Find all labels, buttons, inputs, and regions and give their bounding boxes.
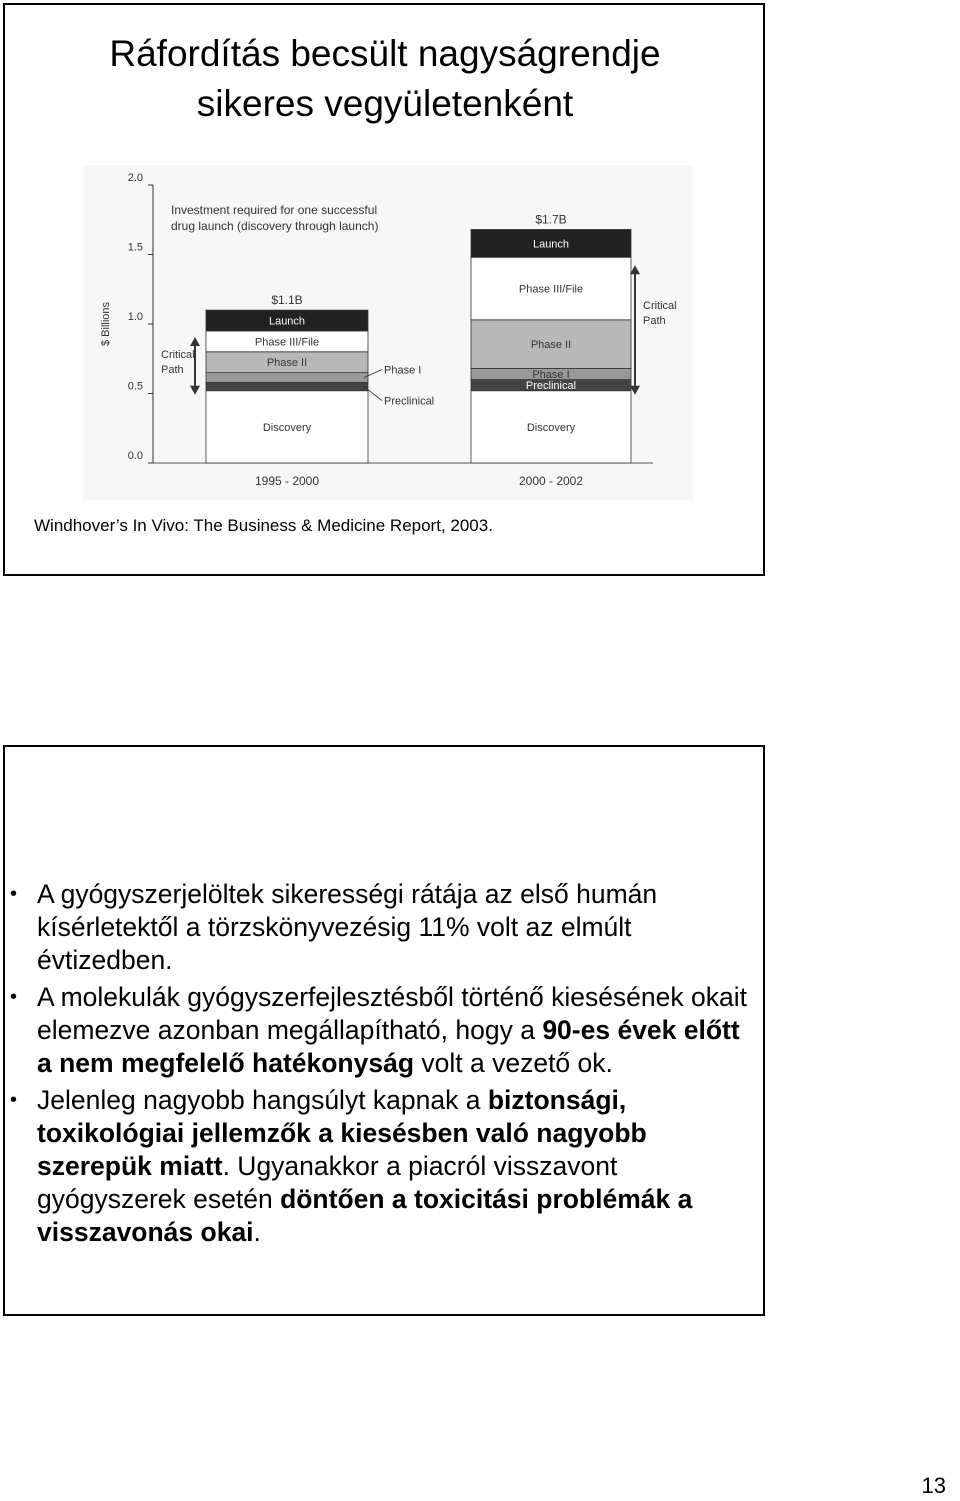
y-tick-label: 1.0 [127,311,143,323]
critical-path-arrow-left-head-bottom [190,386,200,395]
cost-chart [83,165,693,500]
y-tick-label: 0.5 [127,380,143,393]
slide-title [5,29,765,129]
critical-path-arrow-left-head-top [190,337,200,346]
segment-label: Preclinical [525,380,577,393]
y-tick-label: 1.5 [127,241,143,254]
segment-label: Discovery [262,421,312,434]
bullet-text: . [253,1217,261,1247]
bullet-dot: • [10,883,18,905]
bar-total-label: $1.1B [271,293,303,308]
bullet-text: Jelenleg nagyobb hangsúlyt kapnak a [37,1085,488,1115]
critical-path-arrow-right-head-bottom [630,386,640,395]
bullet-dot: • [10,1089,18,1111]
segment-label: Launch [268,315,306,328]
y-axis-label: $ Billions [100,301,112,347]
source-citation: Windhover’s In Vivo: The Business & Medicine Report, 2003. [34,516,493,535]
bar-total-label: $1.7B [535,212,567,227]
bullet-text: volt a vezető ok. [414,1048,613,1078]
critical-path-label: Path [161,364,184,376]
x-category-label: 1995 - 2000 [254,474,320,488]
page-number: 13 [921,1473,946,1498]
bullet-list [10,878,758,1253]
bar-segment [206,373,368,383]
segment-label: Phase I [384,364,422,377]
bullet-item [10,878,758,977]
bullet-text: . Ugyanakkor a piacról visszavont gyógyszerek esetén [37,1151,618,1214]
chart-annotation-line-1: Investment required for one successful [171,203,378,217]
bullet-text: A gyógyszerjelöltek sikerességi rátája az első humán kísérletektől a törzskönyvezésig 11% volt az elmúlt évtizedben. [37,879,658,975]
bullet-bold-text: döntően a toxicitási problémák a visszavonás okai [37,1184,693,1247]
bullet-bold-text: 90-es évek előtt a nem megfelelő hatékonyság [37,1015,740,1078]
segment-label: Discovery [526,421,576,434]
bullet-item [10,981,758,1080]
chart-annotation-line-2: drug launch (discovery through launch) [171,219,379,233]
segment-label: Phase II [530,339,572,352]
slide-title-line-1: Ráfordítás becsült nagyságrendje [109,33,661,74]
bullet-text: A molekulák gyógyszerfejlesztésből történő kiesésének okait elemezve azonban megállapítható, hogy a [37,982,747,1045]
slide-top [3,3,765,576]
segment-label: Phase II [266,357,308,370]
y-tick-label: 2.0 [127,172,143,184]
x-category-label: 2000 - 2002 [518,474,584,488]
y-tick-label: 0.0 [127,450,143,462]
segment-label: Phase III/File [254,336,320,349]
critical-path-label: Critical [161,349,195,361]
segment-label: Phase I [532,369,570,382]
segment-label: Preclinical [384,395,435,408]
segment-label: Launch [532,238,570,251]
bullet-dot: • [10,986,18,1008]
cost-chart-svg [83,165,693,500]
bullet-bold-text: biztonsági, toxikológiai jellemzők a kiesésben való nagyobb szerepük miatt [37,1085,647,1181]
critical-path-label: Path [643,315,666,327]
segment-label: Phase III/File [518,283,584,296]
bullet-item [10,1084,758,1249]
critical-path-arrow-right-head-top [630,265,640,274]
bar-segment [206,382,368,390]
critical-path-label: Critical [643,300,677,312]
slide-title-line-2: sikeres vegyületenként [196,83,574,124]
